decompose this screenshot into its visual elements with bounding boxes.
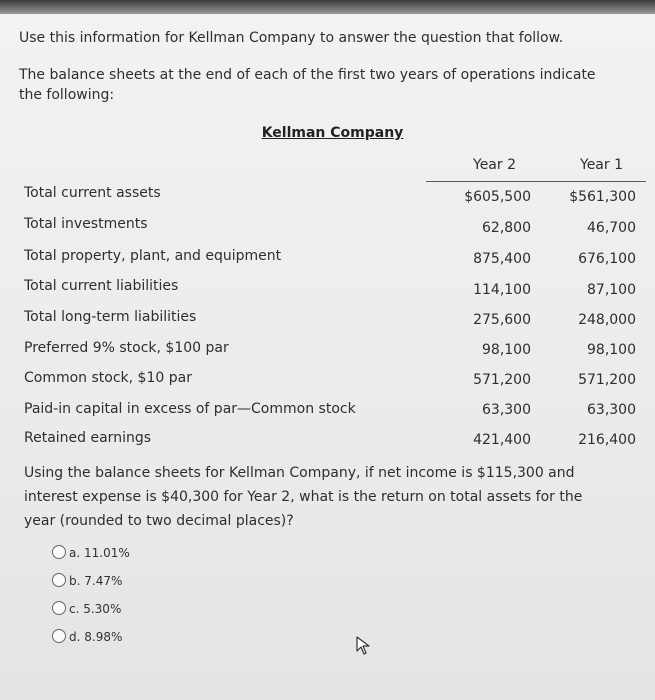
radio-button-icon[interactable] (52, 601, 66, 615)
mouse-pointer-icon (356, 636, 372, 656)
row-value-year-2: 421,400 (473, 432, 531, 448)
row-label: Paid-in capital in excess of par—Common stock (24, 401, 356, 417)
row-value-year-2: 98,100 (482, 342, 531, 358)
row-value-year-1: 676,100 (578, 251, 636, 267)
row-label: Total property, plant, and equipment (24, 248, 282, 264)
row-value-year-2: 275,600 (473, 312, 531, 328)
option-label: d. 8.98% (69, 630, 123, 644)
row-value-year-2: 63,300 (482, 402, 531, 418)
row-value-year-1: 63,300 (587, 402, 636, 418)
company-title: Kellman Company (261, 125, 404, 141)
option-label: b. 7.47% (69, 574, 123, 588)
row-value-year-1: $561,300 (569, 189, 636, 205)
row-value-year-1: 216,400 (578, 432, 636, 448)
row-value-year-2: 62,800 (482, 220, 531, 236)
row-value-year-2: 571,200 (473, 372, 531, 388)
row-label: Total investments (24, 216, 148, 232)
header-rule (426, 181, 646, 182)
row-value-year-1: 46,700 (587, 220, 636, 236)
question-text: Using the balance sheets for Kellman Company, if net income is $115,300 and interest expense is $40,300 for Year 2, what is the return on total assets for the year (rounded to two decimal places)? (24, 465, 583, 529)
row-label: Total current assets (24, 185, 161, 201)
option-c[interactable] (52, 601, 121, 616)
row-label: Total long-term liabilities (24, 309, 197, 325)
row-value-year-2: 114,100 (473, 282, 531, 298)
row-label: Common stock, $10 par (24, 370, 192, 386)
option-d[interactable] (52, 629, 122, 644)
window-top-bar (0, 0, 655, 14)
option-b[interactable] (52, 573, 122, 588)
row-label: Preferred 9% stock, $100 par (24, 340, 229, 356)
row-value-year-2: 875,400 (473, 251, 531, 267)
row-value-year-2: $605,500 (464, 189, 531, 205)
row-label: Total current liabilities (24, 278, 179, 294)
option-label: c. 5.30% (69, 602, 122, 616)
radio-button-icon[interactable] (52, 545, 66, 559)
description-text: The balance sheets at the end of each of the first two years of operations indicate the following: (19, 67, 596, 103)
option-label: a. 11.01% (69, 546, 130, 560)
column-header-year-2: Year 2 (473, 157, 516, 173)
row-label: Retained earnings (24, 430, 152, 446)
row-value-year-1: 571,200 (578, 372, 636, 388)
row-value-year-1: 98,100 (587, 342, 636, 358)
column-header-year-1: Year 1 (580, 157, 623, 173)
row-value-year-1: 87,100 (587, 282, 636, 298)
intro-text: Use this information for Kellman Company to answer the question that follow. (19, 30, 564, 46)
question-page (0, 14, 655, 700)
radio-button-icon[interactable] (52, 629, 66, 643)
radio-button-icon[interactable] (52, 573, 66, 587)
option-a[interactable] (52, 545, 130, 560)
row-value-year-1: 248,000 (578, 312, 636, 328)
